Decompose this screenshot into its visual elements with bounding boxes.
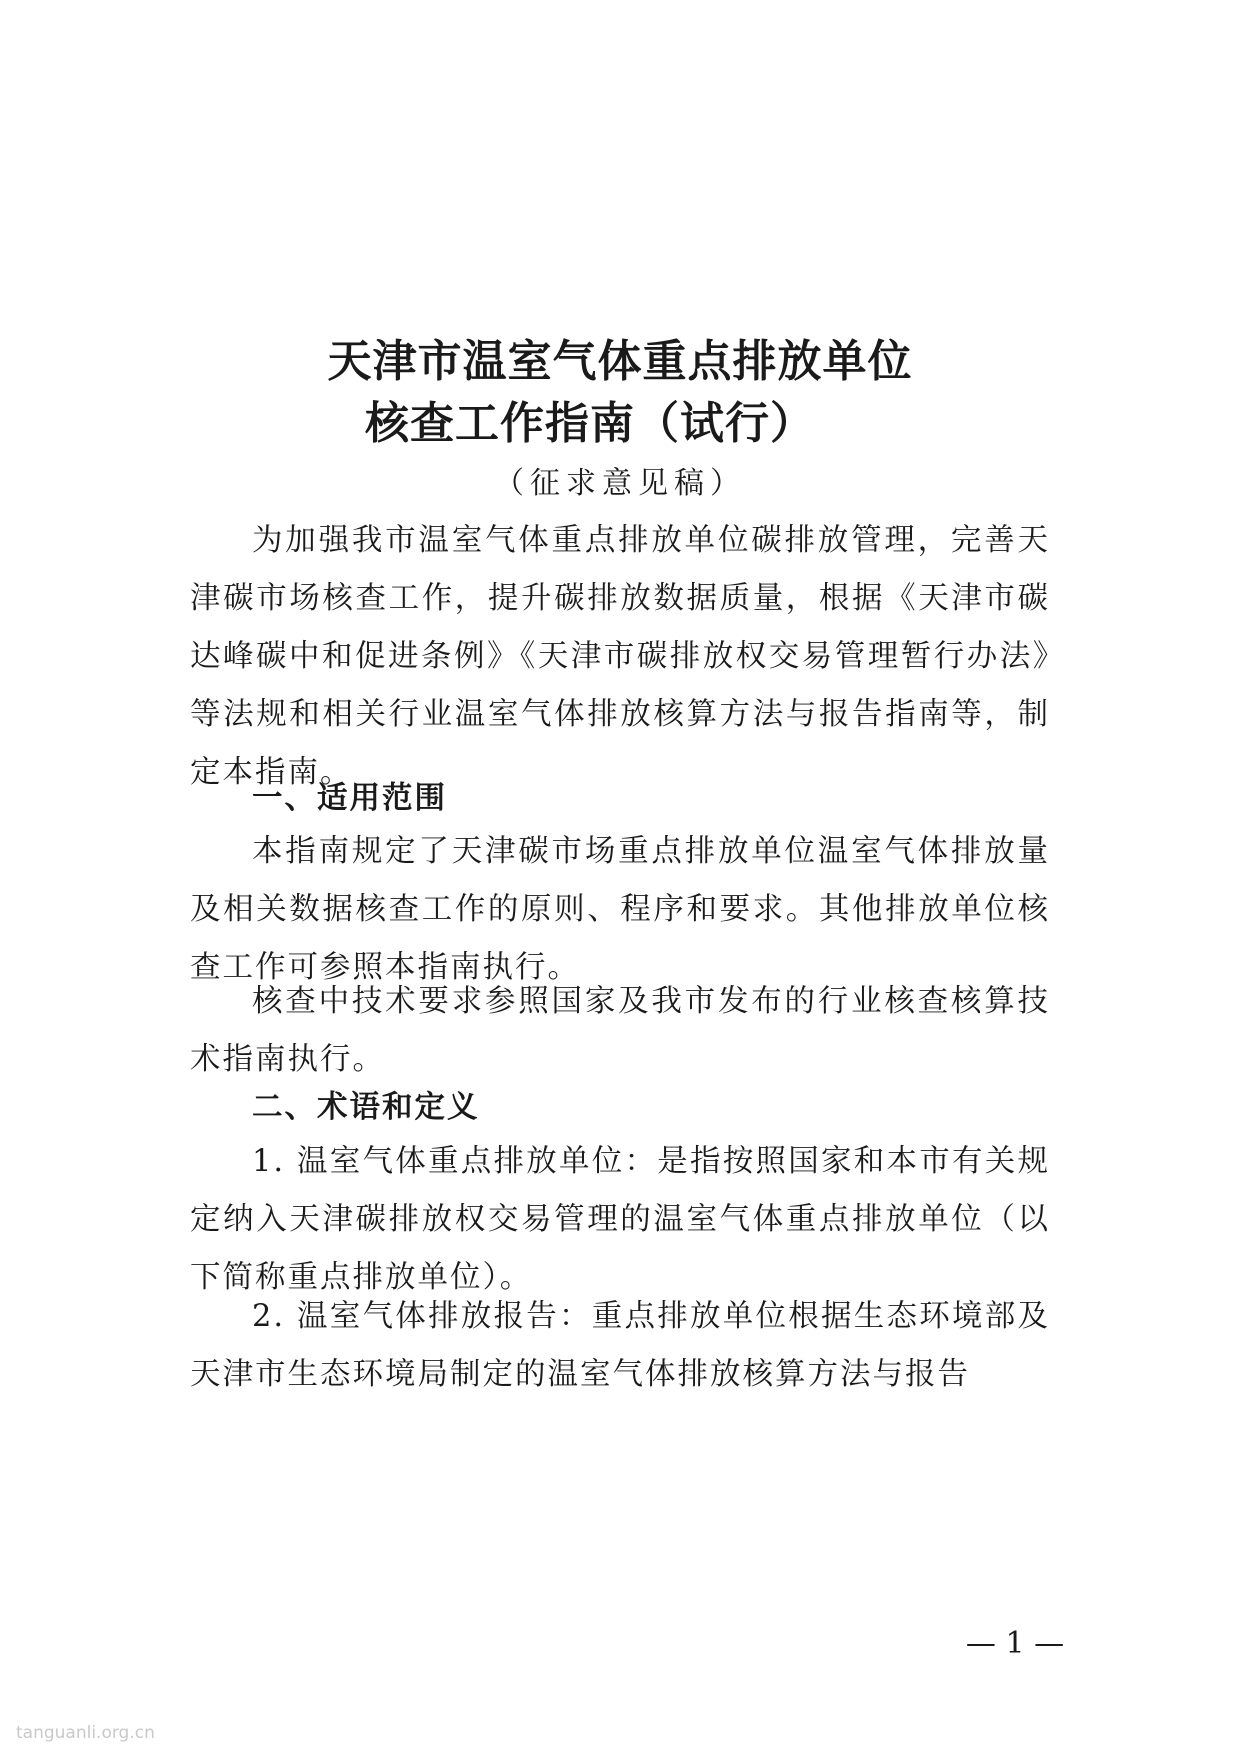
- watermark-text: tanguanli.org.cn: [16, 1723, 155, 1743]
- document-title-line1: 天津市温室气体重点排放单位: [327, 336, 913, 387]
- section2-item-2: 2. 温室气体排放报告：重点排放单位根据生态环境部及天津市生态环境局制定的温室气体排放核算方法与报告: [190, 1299, 1050, 1392]
- section1-paragraph-1: 本指南规定了天津碳市场重点排放单位温室气体排放量及相关数据核查工作的原则、程序和要求。其他排放单位核查工作可参照本指南执行。: [190, 834, 1050, 985]
- section2-item-1: 1. 温室气体重点排放单位：是指按照国家和本市有关规定纳入天津碳排放权交易管理的温室气体重点排放单位（以下简称重点排放单位）。: [190, 1144, 1050, 1295]
- document-title-line2: 核查工作指南（试行）: [365, 398, 815, 449]
- intro-paragraph: 为加强我市温室气体重点排放单位碳排放管理，完善天津碳市场核查工作，提升碳排放数据质量，根据《天津市碳达峰碳中和促进条例》《天津市碳排放权交易管理暂行办法》等法规和相关行业温室气体排放核算方法与报告指南等，制定本指南。: [190, 523, 1050, 790]
- section2-heading: 二、术语和定义: [252, 1090, 480, 1125]
- page-number: — 1 —: [965, 1626, 1065, 1661]
- section1-heading: 一、适用范围: [252, 781, 447, 816]
- document-subtitle: （征求意见稿）: [494, 466, 746, 501]
- section1-paragraph-2: 核查中技术要求参照国家及我市发布的行业核查核算技术指南执行。: [190, 984, 1050, 1077]
